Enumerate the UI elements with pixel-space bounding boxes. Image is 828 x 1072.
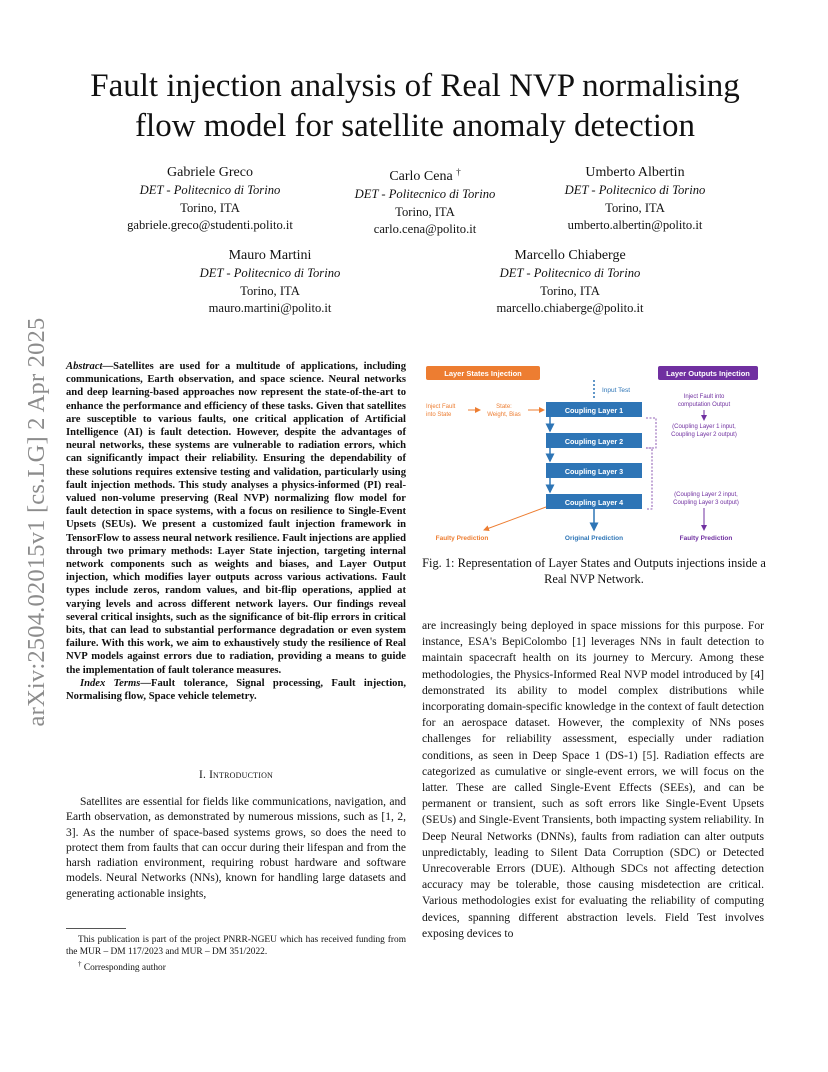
layer-outputs-label: Layer Outputs Injection — [666, 369, 750, 378]
corresponding-footnote: Corresponding author — [83, 963, 166, 973]
abstract — [66, 360, 406, 703]
inject-output-label-1: Inject Fault into — [683, 394, 725, 400]
footnote-rule — [66, 928, 126, 929]
author-location: Torino, ITA — [395, 204, 455, 219]
layer-states-label: Layer States Injection — [444, 369, 522, 378]
faulty-left-arrow — [484, 507, 546, 530]
author-block — [170, 246, 370, 318]
section-heading — [66, 769, 406, 781]
index-terms-lead: Index Terms — [80, 677, 141, 689]
figure-caption: Fig. 1: Representation of Layer States and Outputs injections inside a Real NVP Network. — [422, 556, 766, 586]
author-email: carlo.cena@polito.it — [373, 222, 477, 236]
right-paragraph: are increasingly being deployed in space missions for this purpose. For instance, ESA's BepiColombo [1] leverages NNs in fault detection to maintain spacecraft health on its journey to Mercury. Among these methodologies, the Physics-Informed Real NVP model introduced by [4] demonstrated its ability to model complex distributions while incorporating domain-specific knowledge in the context of fault detection for an aerospace dataset. However, the complexity of NNs poses challenges for reliability assessment, especially under radiation conditions, as seen in Deep Space 1 (DS-1) [5]. Radiation effects are categorized as cumulative or single-event errors, we will focus on the latter. These are called Single-Event Effects (SEEs), and can be permanent or transient, such as soft errors like Single-Event Upsets (SEUs) and Single-Event Transients, both impacting system reliability. In Deep Neural Networks (DNNs), faults from radiation can alter outputs unpredictably, leading to Silent Data Corruption (SDC) or Detected Unrecoverable Errors (DUE). Although SDCs not affecting detection accuracy may be tolerable, those causing misdetection are critical. Various methodologies exist for evaluating the reliability of computing devices, spanning different abstraction levels. Field Test involves exposing devices to — [422, 619, 764, 940]
author-affiliation: DET - Politecnico di Torino — [199, 266, 341, 280]
layer-outputs-header — [658, 366, 758, 380]
author-email: mauro.martini@polito.it — [208, 301, 332, 315]
author-affiliation: DET - Politecnico di Torino — [354, 187, 496, 201]
author-name: Gabriele Greco — [167, 165, 253, 180]
note-1-line-2: Coupling Layer 2 output) — [671, 432, 737, 438]
author-name: Carlo Cena — [389, 169, 453, 184]
funding-footnote: This publication is part of the project PNRR-NGEU which has received funding from the MUR – DM 117/2023 and MUR – DM 351/2022. — [66, 935, 406, 957]
coupling-layer-label: Coupling Layer 1 — [564, 406, 624, 415]
note-1-line-1: (Coupling Layer 1 input, — [672, 424, 736, 430]
author-email: umberto.albertin@polito.it — [567, 218, 703, 232]
note-2-line-2: Coupling Layer 3 output) — [673, 500, 739, 506]
paper-title: Fault injection analysis of Real NVP normalising flow model for satellite anomaly detection — [90, 68, 740, 144]
author-email: marcello.chiaberge@polito.it — [496, 301, 644, 315]
coupling-layer-2 — [546, 433, 642, 448]
faulty-prediction-right: Faulty Prediction — [679, 535, 733, 542]
figure-diagram — [424, 362, 764, 547]
author-email: gabriele.greco@studenti.polito.it — [127, 218, 293, 232]
right-column-text — [422, 618, 764, 942]
author-location: Torino, ITA — [240, 283, 300, 298]
author-name: Umberto Albertin — [585, 165, 685, 180]
arxiv-stamp: arXiv:2504.02015v1 [cs.LG] 2 Apr 2025 — [23, 317, 50, 727]
inject-output-label-2: computation Output — [677, 402, 731, 408]
note-2-line-1: (Coupling Layer 2 input, — [674, 492, 738, 498]
author-block — [455, 246, 685, 318]
state-label-2: Weight, Bias — [487, 412, 521, 418]
abstract-text: —Satellites are used for a multitude of applications, including communications, Earth observation, and space science. Neural networks and deep learning-based approaches now represent the state-of-the-art to enhance the performance and efficiency of these tasks. Given that satellites are susceptible to various faults, one critical application of Artificial Intelligence (AI) is fault detection. However, despite the advantages of neural networks, these systems are vulnerable to radiation errors, which can significantly impact their reliability. Ensuring the dependability of these solutions requires extensive testing and validation, particularly using fault injection methods. This study analyses a physics-informed (PI) real-valued non-volume preserving (Real NVP) normalizing flow model for fault detection in space systems, with a focus on resilience to Single-Event Upsets (SEUs). We present a customized fault injection framework in TensorFlow to assess neural network resilience. Fault injections are applied through two primary methods: Layer State injection, targeting internal network components such as weights and biases, and Layer Output injection, which modifies layer outputs across various activations. Fault types include zeros, random values, and bit-flip operations, applied at varying levels and across different network layers. Our findings reveal several critical insights, such as the significance of bit-flip errors in critical bits, that can lead to substantial performance degradation or even system failure. With this work, we aim to exhaustively study the resilience of Real NVP models against errors due to radiation, providing a means to guide the implementation of fault tolerance measures. — [66, 361, 406, 676]
author-affiliation: DET - Politecnico di Torino — [564, 183, 706, 197]
layer-states-header — [426, 366, 540, 380]
coupling-layer-label: Coupling Layer 2 — [564, 437, 624, 446]
bracket-2 — [646, 448, 652, 509]
abstract-lead: Abstract — [66, 361, 103, 372]
coupling-layer-4 — [546, 494, 642, 509]
index-terms-text: —Fault tolerance, Signal processing, Fault injection, Normalising flow, Space vehicle telemetry. — [66, 677, 406, 703]
footnotes — [66, 934, 406, 974]
original-prediction: Original Prediction — [564, 535, 624, 542]
author-block — [530, 163, 740, 235]
coupling-layer-label: Coupling Layer 4 — [564, 498, 624, 507]
author-location: Torino, ITA — [605, 200, 665, 215]
footnote-mark: † — [78, 960, 82, 968]
author-affiliation: DET - Politecnico di Torino — [139, 183, 281, 197]
inject-state-label-2: into State — [426, 412, 452, 418]
coupling-layer-3 — [546, 463, 642, 478]
inject-state-label-1: Inject Fault — [426, 404, 456, 410]
faulty-prediction-left: Faulty Prediction — [435, 535, 489, 542]
author-name: Marcello Chiaberge — [514, 248, 626, 263]
author-affiliation: DET - Politecnico di Torino — [499, 266, 641, 280]
input-test-label: Input Test — [602, 387, 631, 394]
section-number: I. — [198, 769, 206, 781]
state-label-1: State: — [496, 404, 512, 410]
corresponding-mark: † — [456, 167, 461, 177]
author-name: Mauro Martini — [228, 248, 312, 263]
section-title: Introduction — [209, 769, 274, 781]
author-block — [320, 163, 530, 239]
coupling-layer-1 — [546, 402, 642, 417]
bracket-1 — [646, 418, 656, 448]
author-block — [100, 163, 320, 235]
intro-paragraph: Satellites are essential for fields like communications, navigation, and Earth observation, as demonstrated by numerous missions, such as [1, 2, 3]. As the number of space-based systems grows, so does the need to protect them from faults that can occur during their lifespan and from the harsh radiation environment, requiring robust hardware and software models. Neural Networks (NNs), known for handling large datasets and generating actionable insights, — [66, 796, 406, 900]
author-location: Torino, ITA — [180, 200, 240, 215]
coupling-layer-label: Coupling Layer 3 — [564, 467, 624, 476]
introduction-text — [66, 795, 406, 902]
author-location: Torino, ITA — [540, 283, 600, 298]
